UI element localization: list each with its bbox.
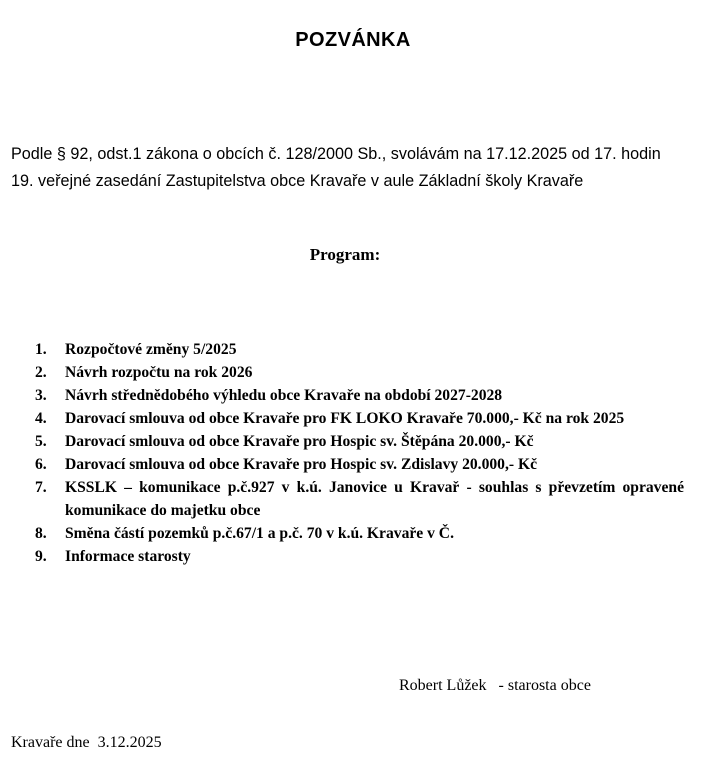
page-title: POZVÁNKA <box>295 29 411 51</box>
agenda-item-number: 4. <box>35 410 47 427</box>
agenda-item-label: Informace starosty <box>65 548 191 565</box>
agenda-item-label: Návrh rozpočtu na rok 2026 <box>65 364 253 381</box>
agenda-item-label: Rozpočtové změny 5/2025 <box>65 341 237 358</box>
agenda-item-label: KSSLK – komunikace p.č.927 v k.ú. Janovice u Kravař - souhlas s převzetím opravené komunikace do majetku obce <box>65 479 684 519</box>
agenda-item <box>0 430 706 453</box>
agenda-item-number: 1. <box>35 341 47 358</box>
agenda-list <box>0 338 706 568</box>
place-and-date: Kravaře dne 3.12.2025 <box>11 734 162 751</box>
agenda-item <box>0 384 706 407</box>
agenda-item-number: 3. <box>35 387 47 404</box>
intro-paragraph: Podle § 92, odst.1 zákona o obcích č. 128/2000 Sb., svolávám na 17.12.2025 od 17. hodin 19. veřejné zasedání Zastupitelstva obce Kravaře v aule Základní školy Kravaře <box>11 145 661 190</box>
signature-line: Robert Lůžek - starosta obce <box>399 677 591 694</box>
agenda-item-number: 5. <box>35 433 47 450</box>
agenda-item <box>0 476 706 522</box>
agenda-item-label: Směna částí pozemků p.č.67/1 a p.č. 70 v k.ú. Kravaře v Č. <box>65 525 454 542</box>
agenda-item-number: 9. <box>35 548 47 565</box>
agenda-item-label: Darovací smlouva od obce Kravaře pro Hospic sv. Štěpána 20.000,- Kč <box>65 433 534 450</box>
agenda-item <box>0 545 706 568</box>
agenda-item <box>0 361 706 384</box>
program-heading: Program: <box>309 245 381 264</box>
agenda-item <box>0 407 706 430</box>
agenda-item-number: 6. <box>35 456 47 473</box>
agenda-item <box>0 522 706 545</box>
agenda-item-label: Darovací smlouva od obce Kravaře pro Hospic sv. Zdislavy 20.000,- Kč <box>65 456 537 473</box>
agenda-item-label: Darovací smlouva od obce Kravaře pro FK LOKO Kravaře 70.000,- Kč na rok 2025 <box>65 410 625 427</box>
agenda-item-number: 8. <box>35 525 47 542</box>
agenda-item-label: Návrh střednědobého výhledu obce Kravaře na období 2027-2028 <box>65 387 503 404</box>
agenda-item-number: 7. <box>35 479 47 496</box>
agenda-item <box>0 453 706 476</box>
agenda-item <box>0 338 706 361</box>
agenda-item-number: 2. <box>35 364 47 381</box>
